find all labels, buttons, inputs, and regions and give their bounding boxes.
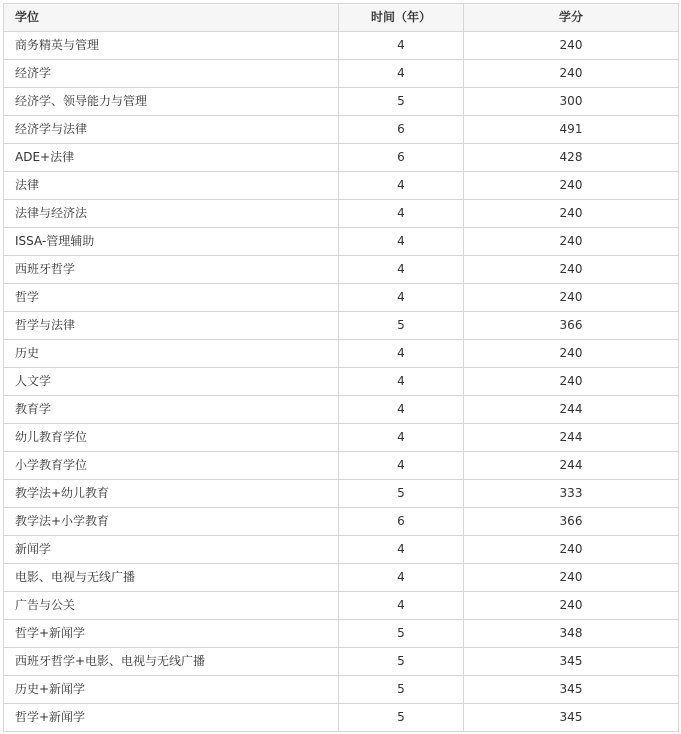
- table-row: [4, 116, 679, 144]
- cell-years: 5: [339, 676, 464, 704]
- table-row: [4, 564, 679, 592]
- cell-credits: 366: [464, 508, 679, 536]
- table-row: [4, 256, 679, 284]
- cell-years: 6: [339, 144, 464, 172]
- cell-degree: 人文学: [4, 368, 339, 396]
- table-row: [4, 620, 679, 648]
- cell-credits: 240: [464, 564, 679, 592]
- cell-credits: 240: [464, 32, 679, 60]
- table-row: [4, 200, 679, 228]
- cell-credits: 244: [464, 452, 679, 480]
- table-row: [4, 60, 679, 88]
- cell-degree: 法律: [4, 172, 339, 200]
- cell-degree: 小学教育学位: [4, 452, 339, 480]
- cell-years: 4: [339, 592, 464, 620]
- header-years: 时间（年）: [339, 4, 464, 32]
- cell-degree: 西班牙哲学: [4, 256, 339, 284]
- cell-years: 4: [339, 256, 464, 284]
- cell-years: 5: [339, 88, 464, 116]
- cell-credits: 345: [464, 704, 679, 732]
- cell-years: 4: [339, 536, 464, 564]
- cell-years: 5: [339, 480, 464, 508]
- cell-years: 4: [339, 172, 464, 200]
- table-row: [4, 368, 679, 396]
- cell-years: 5: [339, 648, 464, 676]
- cell-credits: 491: [464, 116, 679, 144]
- cell-years: 4: [339, 340, 464, 368]
- table-row: [4, 592, 679, 620]
- table-row: [4, 172, 679, 200]
- cell-credits: 240: [464, 60, 679, 88]
- cell-credits: 240: [464, 256, 679, 284]
- table-row: [4, 480, 679, 508]
- table-row: [4, 648, 679, 676]
- table-row: [4, 284, 679, 312]
- cell-credits: 348: [464, 620, 679, 648]
- cell-years: 4: [339, 200, 464, 228]
- cell-credits: 333: [464, 480, 679, 508]
- cell-credits: 240: [464, 228, 679, 256]
- cell-years: 5: [339, 704, 464, 732]
- header-degree: 学位: [4, 4, 339, 32]
- cell-degree: 哲学与法律: [4, 312, 339, 340]
- cell-years: 4: [339, 368, 464, 396]
- cell-degree: 法律与经济法: [4, 200, 339, 228]
- cell-years: 5: [339, 620, 464, 648]
- cell-degree: 教学法+幼儿教育: [4, 480, 339, 508]
- table-row: [4, 452, 679, 480]
- cell-credits: 300: [464, 88, 679, 116]
- cell-degree: 广告与公关: [4, 592, 339, 620]
- degree-table: [3, 3, 679, 732]
- cell-credits: 240: [464, 592, 679, 620]
- cell-credits: 240: [464, 172, 679, 200]
- cell-years: 4: [339, 60, 464, 88]
- cell-degree: 哲学+新闻学: [4, 704, 339, 732]
- table-row: [4, 676, 679, 704]
- table-row: [4, 88, 679, 116]
- cell-years: 4: [339, 452, 464, 480]
- cell-years: 4: [339, 32, 464, 60]
- cell-credits: 240: [464, 200, 679, 228]
- cell-credits: 240: [464, 368, 679, 396]
- cell-years: 6: [339, 508, 464, 536]
- cell-credits: 244: [464, 396, 679, 424]
- table-row: [4, 508, 679, 536]
- cell-credits: 240: [464, 284, 679, 312]
- cell-degree: 经济学与法律: [4, 116, 339, 144]
- cell-degree: 历史+新闻学: [4, 676, 339, 704]
- table-row: [4, 424, 679, 452]
- cell-years: 6: [339, 116, 464, 144]
- header-credits: 学分: [464, 4, 679, 32]
- cell-degree: 幼儿教育学位: [4, 424, 339, 452]
- cell-credits: 345: [464, 648, 679, 676]
- cell-degree: 经济学、领导能力与管理: [4, 88, 339, 116]
- table-row: [4, 32, 679, 60]
- cell-degree: 哲学: [4, 284, 339, 312]
- cell-degree: 哲学+新闻学: [4, 620, 339, 648]
- table-row: [4, 312, 679, 340]
- cell-years: 4: [339, 396, 464, 424]
- table-row: [4, 536, 679, 564]
- cell-credits: 428: [464, 144, 679, 172]
- table-row: [4, 144, 679, 172]
- table-row: [4, 228, 679, 256]
- cell-credits: 240: [464, 536, 679, 564]
- degree-table-container: [3, 3, 678, 732]
- cell-credits: 240: [464, 340, 679, 368]
- cell-degree: 教学法+小学教育: [4, 508, 339, 536]
- cell-degree: 历史: [4, 340, 339, 368]
- cell-years: 4: [339, 564, 464, 592]
- cell-degree: 商务精英与管理: [4, 32, 339, 60]
- cell-degree: ADE+法律: [4, 144, 339, 172]
- table-body: [4, 32, 679, 732]
- cell-degree: ISSA-管理辅助: [4, 228, 339, 256]
- table-row: [4, 396, 679, 424]
- table-row: [4, 340, 679, 368]
- cell-years: 4: [339, 424, 464, 452]
- cell-degree: 电影、电视与无线广播: [4, 564, 339, 592]
- cell-credits: 366: [464, 312, 679, 340]
- table-row: [4, 704, 679, 732]
- cell-years: 4: [339, 228, 464, 256]
- cell-credits: 345: [464, 676, 679, 704]
- cell-years: 5: [339, 312, 464, 340]
- cell-credits: 244: [464, 424, 679, 452]
- cell-degree: 经济学: [4, 60, 339, 88]
- cell-degree: 西班牙哲学+电影、电视与无线广播: [4, 648, 339, 676]
- cell-degree: 教育学: [4, 396, 339, 424]
- cell-years: 4: [339, 284, 464, 312]
- cell-degree: 新闻学: [4, 536, 339, 564]
- table-header-row: [4, 4, 679, 32]
